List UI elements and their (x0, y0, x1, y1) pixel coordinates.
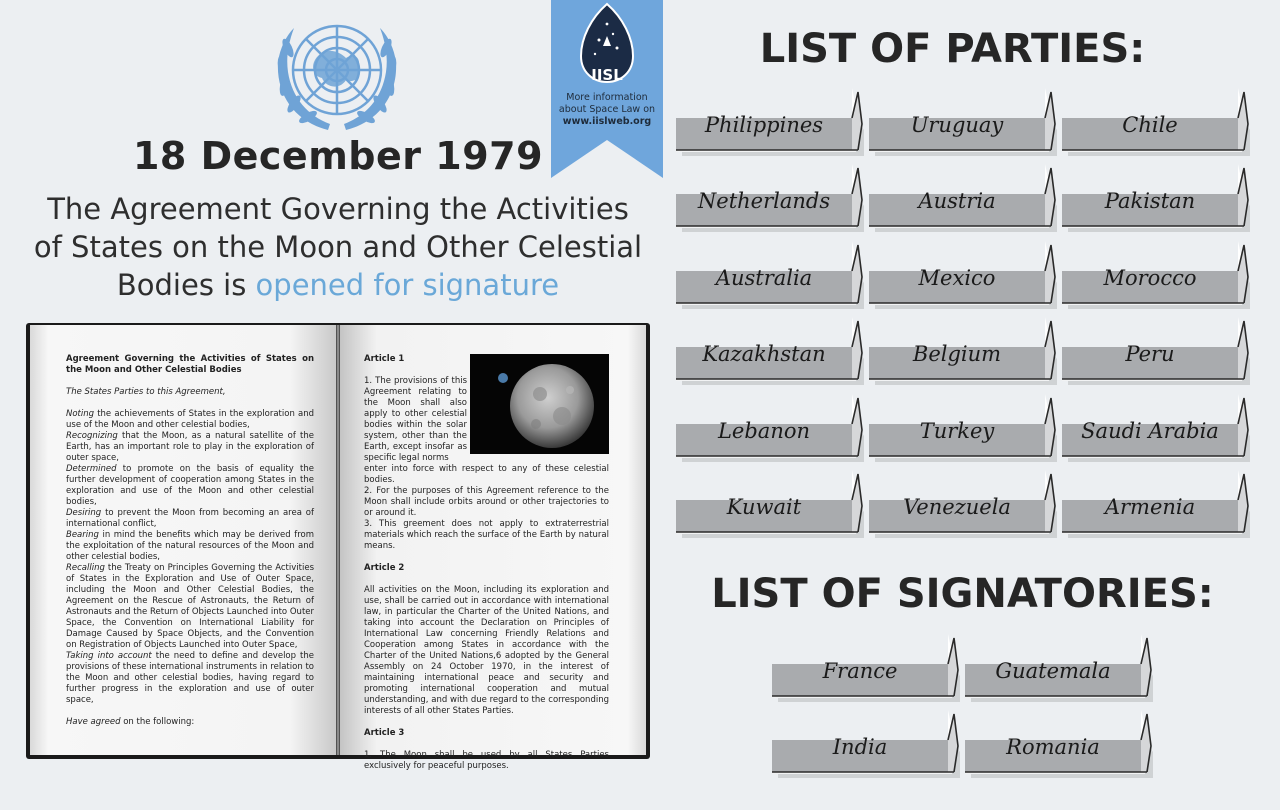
parties-chip (869, 470, 1051, 530)
parties-chip (869, 88, 1051, 148)
parties-name: Belgium (912, 342, 1002, 367)
preamble-paragraph: Bearing in mind the benefits which may be derived from the exploitation of the natural resources of the Moon and other celestial bodies, (66, 530, 314, 562)
parties-name: Turkey (919, 418, 995, 443)
parties-chip (676, 317, 858, 377)
date-title: 18 December 1979 (132, 134, 544, 178)
parties-chip (1062, 394, 1244, 454)
article-1-para-3: 3. This greement does not apply to extraterrestrial materials which reach the surface of the Earth by natural means. (364, 519, 609, 551)
parties-chip (1062, 317, 1244, 377)
parties-name: Philippines (704, 113, 824, 137)
parties-name: Peru (1125, 342, 1175, 367)
signatories-name: Romania (1006, 735, 1100, 759)
iisl-url-link[interactable]: www.iislweb.org (562, 116, 652, 127)
parties-chip (676, 394, 858, 454)
description-line-2: of States on the Moon and Other Celestial (33, 230, 643, 264)
parties-name: Australia (715, 265, 813, 290)
signatories-name: India (832, 735, 888, 759)
signatories-heading: LIST OF SIGNATORIES: (711, 571, 1214, 617)
parties-name: Austria (918, 189, 996, 214)
iisl-info (551, 92, 663, 128)
signatories-name: Guatemala (995, 659, 1111, 683)
parties-chip (869, 164, 1051, 224)
signatories-chip (772, 634, 954, 694)
preamble-paragraph: Recalling the Treaty on Principles Governing the Activities of States in the Exploration and Use of Outer Space, including the Moon and Other Celestial Bodies, the Agreement on the Rescue of Astronauts, the Return of Astronauts and the Return of Objects Launched into Outer Space, the Convention on International Liability for Damage Caused by Space Objects, and the Convention on Registration of Objects Launched into Outer Space, (66, 563, 314, 650)
parties-name: Uruguay (910, 113, 1004, 137)
parties-name: Venezuela (903, 495, 1011, 519)
parties-name: Pakistan (1104, 189, 1196, 214)
un-emblem-icon (268, 18, 406, 136)
parties-name: Kuwait (726, 495, 802, 519)
parties-chip (1062, 164, 1244, 224)
parties-name: Chile (1122, 113, 1178, 137)
parties-name: Netherlands (697, 189, 831, 214)
preamble-paragraph: Noting the achievements of States in the exploration and use of the Moon and other celestial bodies, (66, 409, 314, 430)
iisl-logo-text: IISL (591, 66, 623, 84)
parties-chip (869, 394, 1051, 454)
parties-name: Saudi Arabia (1081, 418, 1219, 443)
article-1-para-2: 2. For the purposes of this Agreement reference to the Moon shall include orbits around or other trajectories to or around it. (364, 486, 609, 518)
article-3-text: 1. The Moon shall be used by all States Parties exclusively for peaceful purposes. (364, 750, 609, 771)
article-1-title: Article 1 (364, 354, 405, 364)
preamble-intro: The States Parties to this Agreement, (66, 387, 226, 397)
parties-chip (869, 241, 1051, 301)
parties-chip (869, 317, 1051, 377)
signatories-chip (772, 710, 954, 770)
preamble-paragraph: Determined to promote on the basis of equality the further development of cooperation among States in the exploration and use of the Moon and other celestial bodies, (66, 464, 314, 507)
preamble-paragraph: Desiring to prevent the Moon from becoming an area of international conflict, (66, 508, 314, 529)
agreement-description (0, 190, 676, 304)
parties-name: Kazakhstan (702, 342, 826, 367)
signatories-chip (965, 710, 1147, 770)
opened-for-signature-highlight: opened for signature (255, 268, 560, 302)
article-1-para-1b: enter into force with respect to any of these celestial bodies. (364, 464, 609, 485)
description-line-1: The Agreement Governing the Activities (47, 192, 629, 226)
article-2-text: All activities on the Moon, including its exploration and use, shall be carried out in accordance with international law, in particular the Charter of the United Nations, and taking into account the Declaration on Principles of International Law concerning Friendly Relations and Cooperation among States in accordance with the Charter of the United Nations,6 adopted by the General Assembly on 24 October 1970, in the interest of maintaining international peace and security and promoting international cooperation and mutual understanding, and with due regard to the corresponding interests of all other States Parties. (364, 585, 609, 716)
description-line-3 (0, 266, 676, 304)
article-1-para-1a: 1. The provisions of this Agreement relating to the Moon shall also apply to other celestial bodies within the solar system, other than the Earth, except insofar as specific legal norms (364, 376, 467, 463)
signatories-chip (965, 634, 1147, 694)
preamble-list (66, 409, 314, 706)
parties-name: Armenia (1104, 495, 1196, 519)
agreement-title: Agreement Governing the Activities of States on the Moon and Other Celestial Bodies (66, 354, 314, 375)
moon-photo (470, 354, 609, 454)
book-left-page (66, 354, 314, 728)
parties-name: Lebanon (717, 418, 811, 443)
parties-chip (676, 164, 858, 224)
article-2-title: Article 2 (364, 563, 405, 573)
preamble-closing: Have agreed on the following: (66, 717, 195, 727)
preamble-paragraph: Recognizing that the Moon, as a natural satellite of the Earth, has an important role to play in the exploration of outer space, (66, 431, 314, 463)
parties-chip (676, 241, 858, 301)
parties-name: Morocco (1103, 265, 1197, 290)
parties-chip (1062, 241, 1244, 301)
preamble-paragraph: Taking into account the need to define and develop the provisions of these international instruments in relation to the Moon and other celestial bodies, having regard to further progress in the exploration and use of outer space, (66, 651, 314, 705)
parties-heading: LIST OF PARTIES: (759, 26, 1146, 72)
parties-chip (676, 470, 858, 530)
parties-chip (1062, 88, 1244, 148)
iisl-line1: More information (566, 92, 648, 103)
parties-chip (676, 88, 858, 148)
parties-name: Mexico (918, 265, 996, 290)
article-3-title: Article 3 (364, 728, 405, 738)
description-line-3-text: Bodies is (116, 268, 256, 302)
parties-chip (1062, 470, 1244, 530)
iisl-line2: about Space Law on (558, 104, 656, 115)
signatories-name: France (822, 659, 898, 683)
